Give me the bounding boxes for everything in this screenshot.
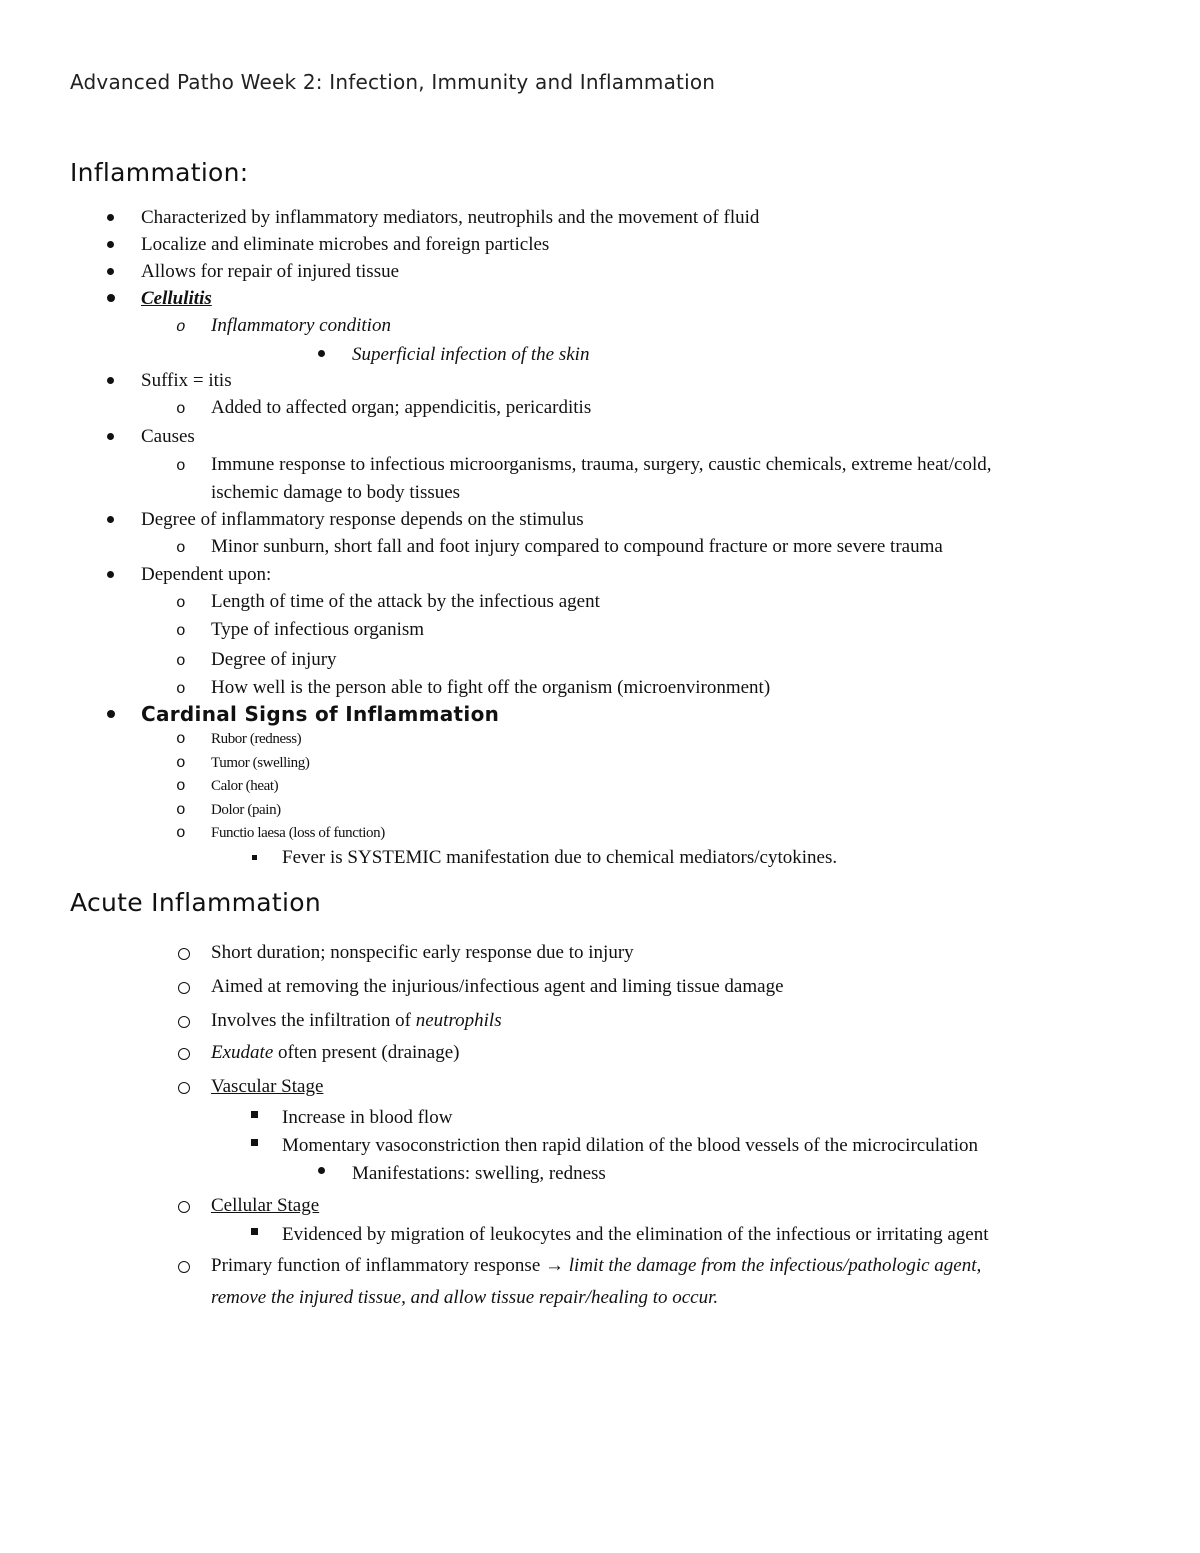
bullet-ring xyxy=(178,1048,190,1060)
list-subitem: Evidenced by migration of leukocytes and the elimination of the infectious or irritating agent xyxy=(282,1224,989,1245)
list-item: Allows for repair of injured tissue xyxy=(141,261,400,282)
list-item: Localize and eliminate microbes and foreign particles xyxy=(141,234,550,255)
list-item-continuation: remove the injured tissue, and allow tissue repair/healing to occur. xyxy=(211,1287,719,1308)
bullet-ring xyxy=(178,1201,190,1213)
list-subitem: How well is the person able to fight off the organism (microenvironment) xyxy=(211,677,771,698)
arrow-icon: → xyxy=(545,1255,565,1276)
bullet-dot xyxy=(107,710,115,718)
list-subitem: Functio laesa (loss of function) xyxy=(211,825,385,841)
bullet-o-marker: o xyxy=(176,777,186,795)
list-subsubitem: Superficial infection of the skin xyxy=(352,344,590,365)
list-item: Suffix = itis xyxy=(141,370,232,391)
list-item: Causes xyxy=(141,426,195,447)
bullet-o-marker: o xyxy=(176,754,186,772)
bullet-o-marker: o xyxy=(176,652,186,670)
list-subitem: Type of infectious organism xyxy=(211,619,425,640)
list-subitem: Momentary vasoconstriction then rapid dilation of the blood vessels of the microcirculation xyxy=(282,1135,978,1156)
section-heading-inflammation: Inflammation: xyxy=(70,158,249,187)
list-subitem: Immune response to infectious microorganisms, trauma, surgery, caustic chemicals, extreme heat/cold, xyxy=(211,454,992,475)
bullet-o-marker: o xyxy=(176,680,186,698)
list-subitem: Calor (heat) xyxy=(211,778,279,794)
list-item: Degree of inflammatory response depends on the stimulus xyxy=(141,509,584,530)
bullet-ring xyxy=(178,948,190,960)
list-item-cellular-stage: Cellular Stage xyxy=(211,1195,320,1216)
bullet-o-marker: o xyxy=(176,457,186,475)
list-subitem: Degree of injury xyxy=(211,649,337,670)
bullet-square xyxy=(251,1111,258,1118)
bullet-ring xyxy=(178,1082,190,1094)
bullet-o-marker: o xyxy=(176,400,186,418)
list-item: Aimed at removing the injurious/infectious agent and liming tissue damage xyxy=(211,976,784,997)
list-subitem: Increase in blood flow xyxy=(282,1107,453,1128)
list-item: Characterized by inflammatory mediators, neutrophils and the movement of fluid xyxy=(141,207,760,228)
list-subitem-continuation: ischemic damage to body tissues xyxy=(211,482,461,503)
section-heading-acute-inflammation: Acute Inflammation xyxy=(70,888,321,917)
list-subsubitem: Fever is SYSTEMIC manifestation due to chemical mediators/cytokines. xyxy=(282,847,838,868)
bullet-dot xyxy=(107,516,114,523)
list-item: Short duration; nonspecific early response due to injury xyxy=(211,942,634,963)
bullet-dot xyxy=(318,350,325,357)
bullet-dot xyxy=(107,377,114,384)
bullet-dot xyxy=(107,571,114,578)
text-run-italic: neutrophils xyxy=(415,1010,502,1031)
list-subitem: Added to affected organ; appendicitis, pericarditis xyxy=(211,397,592,418)
bullet-dot xyxy=(107,294,115,302)
list-subitem: Inflammatory condition xyxy=(211,315,391,336)
bullet-o-marker: o xyxy=(176,730,186,748)
bullet-dot xyxy=(107,268,114,275)
bullet-dot xyxy=(107,214,114,221)
bullet-o-marker: o xyxy=(176,539,186,557)
list-subitem: Dolor (pain) xyxy=(211,802,281,818)
bullet-dot xyxy=(107,433,114,440)
list-item-vascular-stage: Vascular Stage xyxy=(211,1076,324,1097)
bullet-ring xyxy=(178,1261,190,1273)
text-run: often present (drainage) xyxy=(273,1042,460,1063)
document-title: Advanced Patho Week 2: Infection, Immunity and Inflammation xyxy=(70,70,716,94)
list-item-cellulitis: Cellulitis xyxy=(141,288,212,309)
bullet-o-marker: o xyxy=(176,824,186,842)
text-run-italic: limit the damage from the infectious/pathologic agent, xyxy=(564,1255,982,1276)
text-run: Primary function of inflammatory response xyxy=(211,1255,546,1276)
list-subsubitem: Manifestations: swelling, redness xyxy=(352,1163,606,1184)
list-subitem: Tumor (swelling) xyxy=(211,755,310,771)
bullet-dot xyxy=(107,241,114,248)
list-item-cardinal-signs: Cardinal Signs of Inflammation xyxy=(141,702,500,726)
bullet-dot xyxy=(318,1167,325,1174)
bullet-o-marker: o xyxy=(176,622,186,640)
list-item-exudate xyxy=(211,1042,459,1064)
bullet-o-marker: o xyxy=(176,801,186,819)
bullet-o-marker: o xyxy=(176,318,186,336)
list-item: Dependent upon: xyxy=(141,564,272,585)
text-run: Involves the infiltration of xyxy=(211,1010,416,1031)
bullet-square xyxy=(252,855,257,860)
list-subitem: Rubor (redness) xyxy=(211,731,302,747)
bullet-square xyxy=(251,1139,258,1146)
text-run-italic: Exudate xyxy=(211,1042,274,1063)
bullet-ring xyxy=(178,982,190,994)
list-subitem: Length of time of the attack by the infectious agent xyxy=(211,591,600,612)
list-item-neutrophils xyxy=(211,1010,502,1032)
list-item-primary-function xyxy=(211,1255,981,1277)
bullet-square xyxy=(251,1228,258,1235)
bullet-o-marker: o xyxy=(176,594,186,612)
bullet-ring xyxy=(178,1016,190,1028)
list-subitem: Minor sunburn, short fall and foot injury compared to compound fracture or more severe trauma xyxy=(211,536,943,557)
